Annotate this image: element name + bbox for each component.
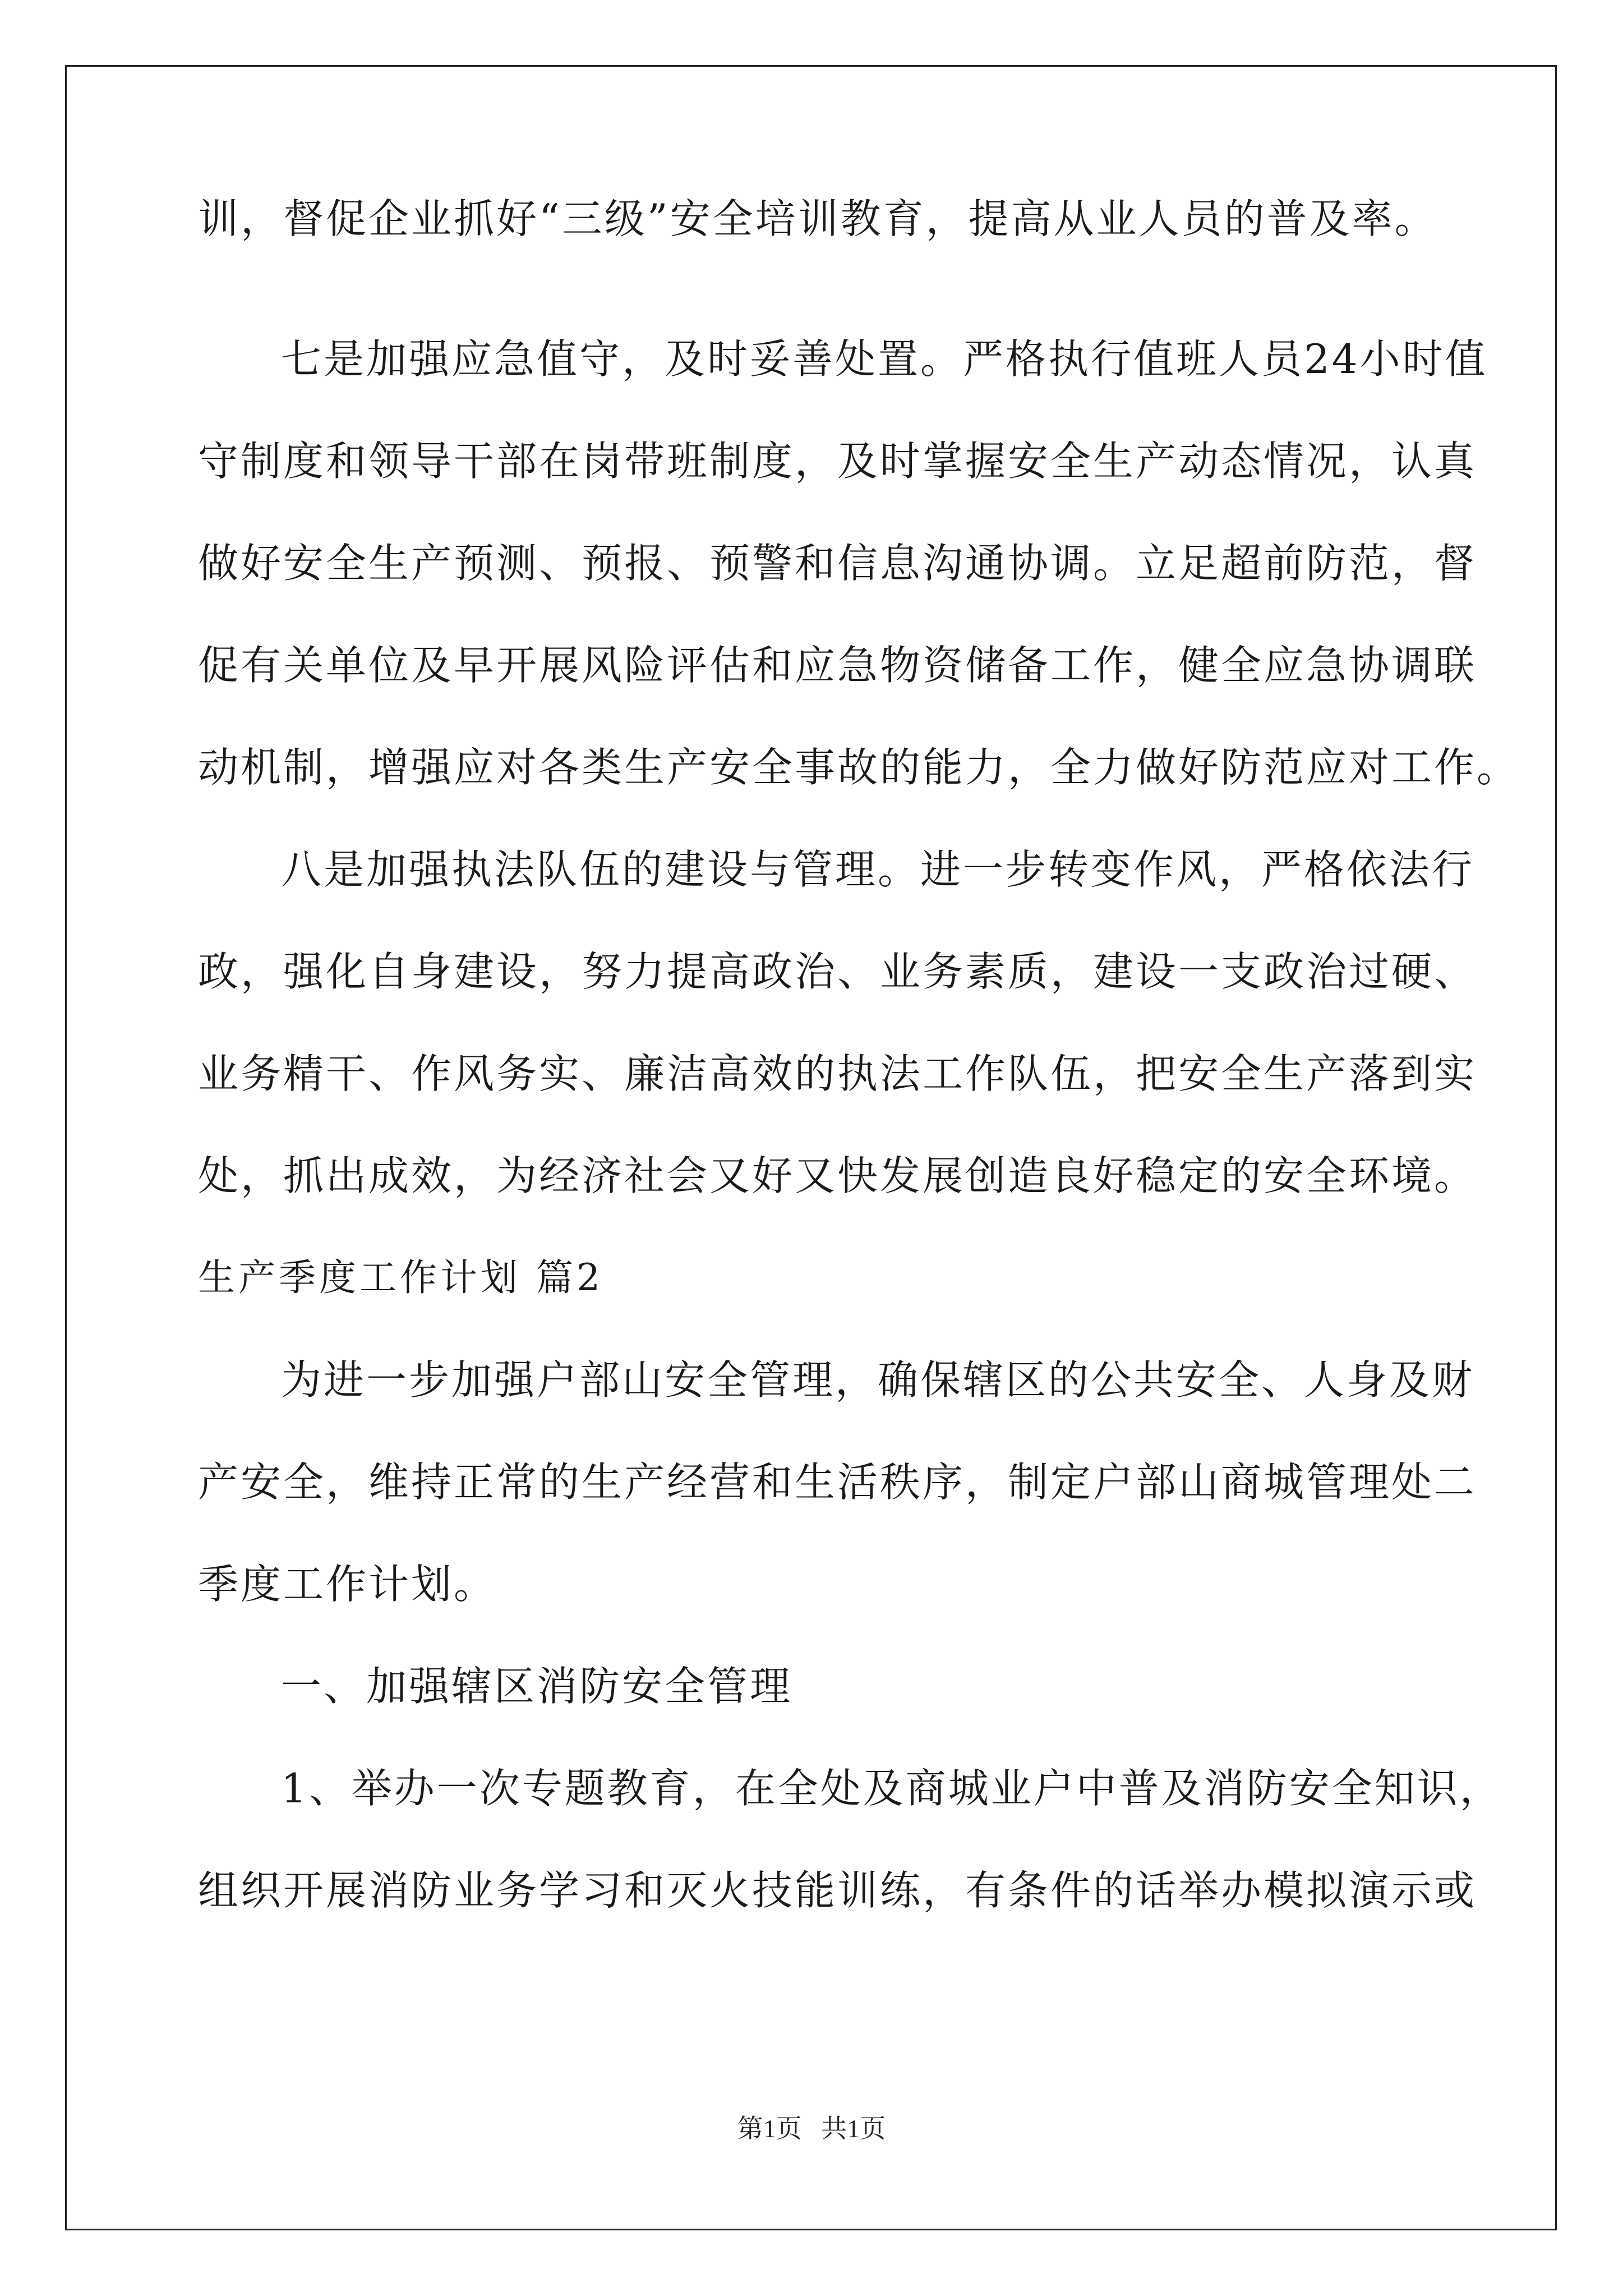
text-line: 训，督促企业抓好“三级”安全培训教育，提高从业人员的普及率。 (198, 195, 1437, 242)
text-line: 产安全，维持正常的生产经营和生活秩序，制定户部山商城管理处二 (198, 1458, 1477, 1506)
text-line: 1、举办一次专题教育，在全处及商城业户中普及消防安全知识， (281, 1765, 1502, 1812)
text-line: 处，抓出成效，为经济社会又好又快发展创造良好稳定的安全环境。 (198, 1152, 1477, 1199)
text-line: 做好安全生产预测、预报、预警和信息沟通协调。立足超前防范，督 (198, 540, 1477, 587)
section-heading: 生产季度工作计划 篇2 (198, 1256, 603, 1299)
text-line: 组织开展消防业务学习和灭火技能训练，有条件的话举办模拟演示或 (198, 1867, 1477, 1914)
text-line: 七是加强应急值守，及时妥善处置。严格执行值班人员24小时值 (281, 335, 1488, 383)
text-line: 业务精干、作风务实、廉洁高效的执法工作队伍，把安全生产落到实 (198, 1050, 1477, 1097)
text-line: 守制度和领导干部在岗带班制度，及时掌握安全生产动态情况，认真 (198, 438, 1477, 485)
text-line: 季度工作计划。 (198, 1561, 497, 1608)
page-number-footer: 第1页 共1页 (737, 2114, 886, 2143)
subheading: 一、加强辖区消防安全管理 (281, 1663, 793, 1710)
text-line: 政，强化自身建设，努力提高政治、业务素质，建设一支政治过硬、 (198, 948, 1477, 995)
text-line: 八是加强执法队伍的建设与管理。进一步转变作风，严格依法行 (281, 846, 1475, 893)
text-line: 动机制，增强应对各类生产安全事故的能力，全力做好防范应对工作。 (198, 744, 1520, 791)
text-line: 促有关单位及早开展风险评估和应急物资储备工作，健全应急协调联 (198, 642, 1477, 689)
text-line: 为进一步加强户部山安全管理，确保辖区的公共安全、人身及财 (281, 1356, 1475, 1404)
